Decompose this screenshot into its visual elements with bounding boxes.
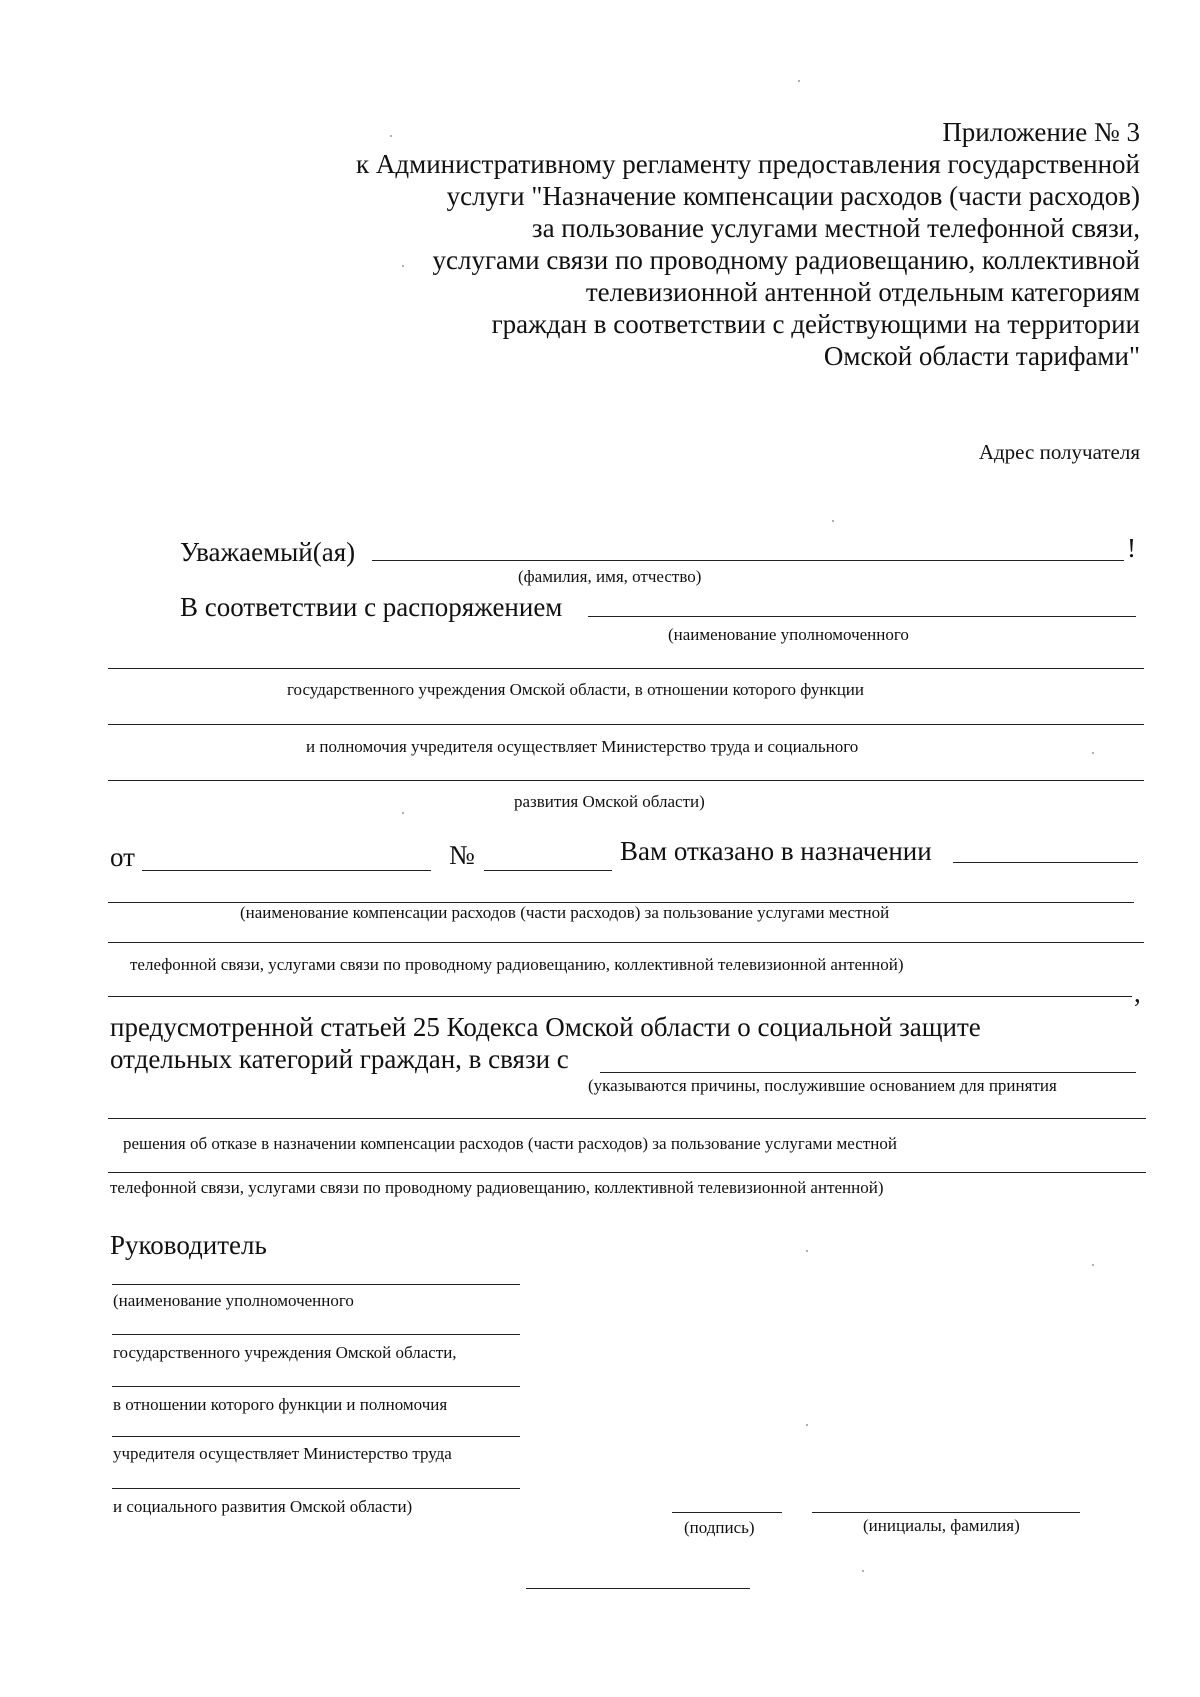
order-caption: развития Омской области) [514, 792, 705, 811]
refusal-caption: телефонной связи, услугами связи по проводному радиовещанию, коллективной телевизионной антенной) [130, 955, 904, 974]
basis-caption: телефонной связи, услугами связи по проводному радиовещанию, коллективной телевизионной антенной) [110, 1178, 884, 1197]
scan-speck [798, 80, 800, 82]
org-fill-line-2[interactable] [112, 1334, 520, 1335]
scan-speck [390, 135, 392, 137]
scan-speck [832, 520, 834, 522]
scan-speck [806, 1424, 808, 1426]
refusal-caption: (наименование компенсации расходов (части расходов) за пользование услугами местной [240, 903, 890, 922]
scan-speck [402, 812, 404, 814]
recipient-address: Адрес получателя [978, 440, 1140, 464]
initials-caption: (инициалы, фамилия) [863, 1516, 1020, 1535]
org-fill-line-3[interactable] [112, 1386, 520, 1387]
org-caption: и социального развития Омской области) [113, 1497, 413, 1516]
org-caption: государственного учреждения Омской области, [113, 1343, 457, 1362]
reason-fill-line[interactable] [600, 1072, 1136, 1073]
order-caption: и полномочия учредителя осуществляет Министерство труда и социального [306, 737, 859, 756]
order-fill-line-4[interactable] [108, 780, 1144, 781]
order-caption: государственного учреждения Омской области, в отношении которого функции [287, 680, 864, 699]
org-fill-line-5[interactable] [112, 1488, 520, 1489]
order-label: В соответствии с распоряжением [180, 592, 563, 622]
name-fill-line[interactable] [372, 560, 1124, 561]
order-fill-line-2[interactable] [108, 668, 1144, 669]
compensation-fill-line-3[interactable] [108, 942, 1144, 943]
header-line: услугами связи по проводному радиовещанию, коллективной [432, 245, 1140, 275]
scan-speck [862, 1570, 864, 1572]
basis-line-2: отдельных категорий граждан, в связи с [110, 1044, 569, 1074]
basis-caption: решения об отказе в назначении компенсации расходов (части расходов) за пользование услугами местной [123, 1134, 897, 1153]
org-caption: в отношении которого функции и полномочия [113, 1395, 448, 1414]
order-caption: (наименование уполномоченного [668, 625, 909, 644]
basis-caption: (указываются причины, послужившие основанием для принятия [588, 1076, 1057, 1095]
header-line: граждан в соответствии с действующими на территории [491, 309, 1140, 339]
basis-line-1: предусмотренной статьей 25 Кодекса Омской области о социальной защите [110, 1012, 981, 1042]
greeting-caption: (фамилия, имя, отчество) [518, 567, 702, 586]
signature-caption: (подпись) [684, 1518, 755, 1537]
refused-text: Вам отказано в назначении [620, 836, 932, 866]
scan-speck [1092, 752, 1094, 754]
header-line: к Административному регламенту предоставления государственной [356, 149, 1140, 179]
from-label: от [110, 842, 135, 872]
number-fill-line[interactable] [484, 870, 612, 871]
order-fill-line-3[interactable] [108, 724, 1144, 725]
scan-speck [402, 265, 404, 267]
date-fill-line[interactable] [142, 870, 431, 871]
compensation-fill-line[interactable] [953, 862, 1138, 863]
scan-speck [806, 1250, 808, 1252]
header-line: за пользование услугами местной телефонной связи, [531, 213, 1140, 243]
scan-speck [1092, 1264, 1094, 1266]
header-line: телевизионной антенной отдельным категориям [585, 277, 1140, 307]
org-caption: (наименование уполномоченного [113, 1291, 354, 1310]
header-line: Омской области тарифами" [823, 341, 1140, 371]
reason-fill-line-3[interactable] [108, 1172, 1146, 1173]
greeting-label: Уважаемый(ая) [180, 537, 356, 567]
org-fill-line-4[interactable] [112, 1436, 520, 1437]
compensation-fill-line-4[interactable] [108, 996, 1132, 997]
appendix-title: Приложение № 3 [942, 117, 1140, 147]
order-fill-line[interactable] [588, 616, 1136, 617]
refusal-comma: , [1134, 978, 1141, 1008]
header-line: услуги "Назначение компенсации расходов (части расходов) [446, 181, 1140, 211]
greeting-exclamation: ! [1127, 533, 1136, 563]
org-fill-line[interactable] [112, 1284, 520, 1285]
org-caption: учредителя осуществляет Министерство труда [113, 1444, 452, 1463]
initials-fill-line[interactable] [812, 1512, 1080, 1513]
reason-fill-line-2[interactable] [108, 1118, 1146, 1119]
head-label: Руководитель [110, 1230, 267, 1260]
footer-line [526, 1588, 750, 1589]
signature-fill-line[interactable] [672, 1512, 782, 1513]
number-label: № [449, 840, 475, 870]
